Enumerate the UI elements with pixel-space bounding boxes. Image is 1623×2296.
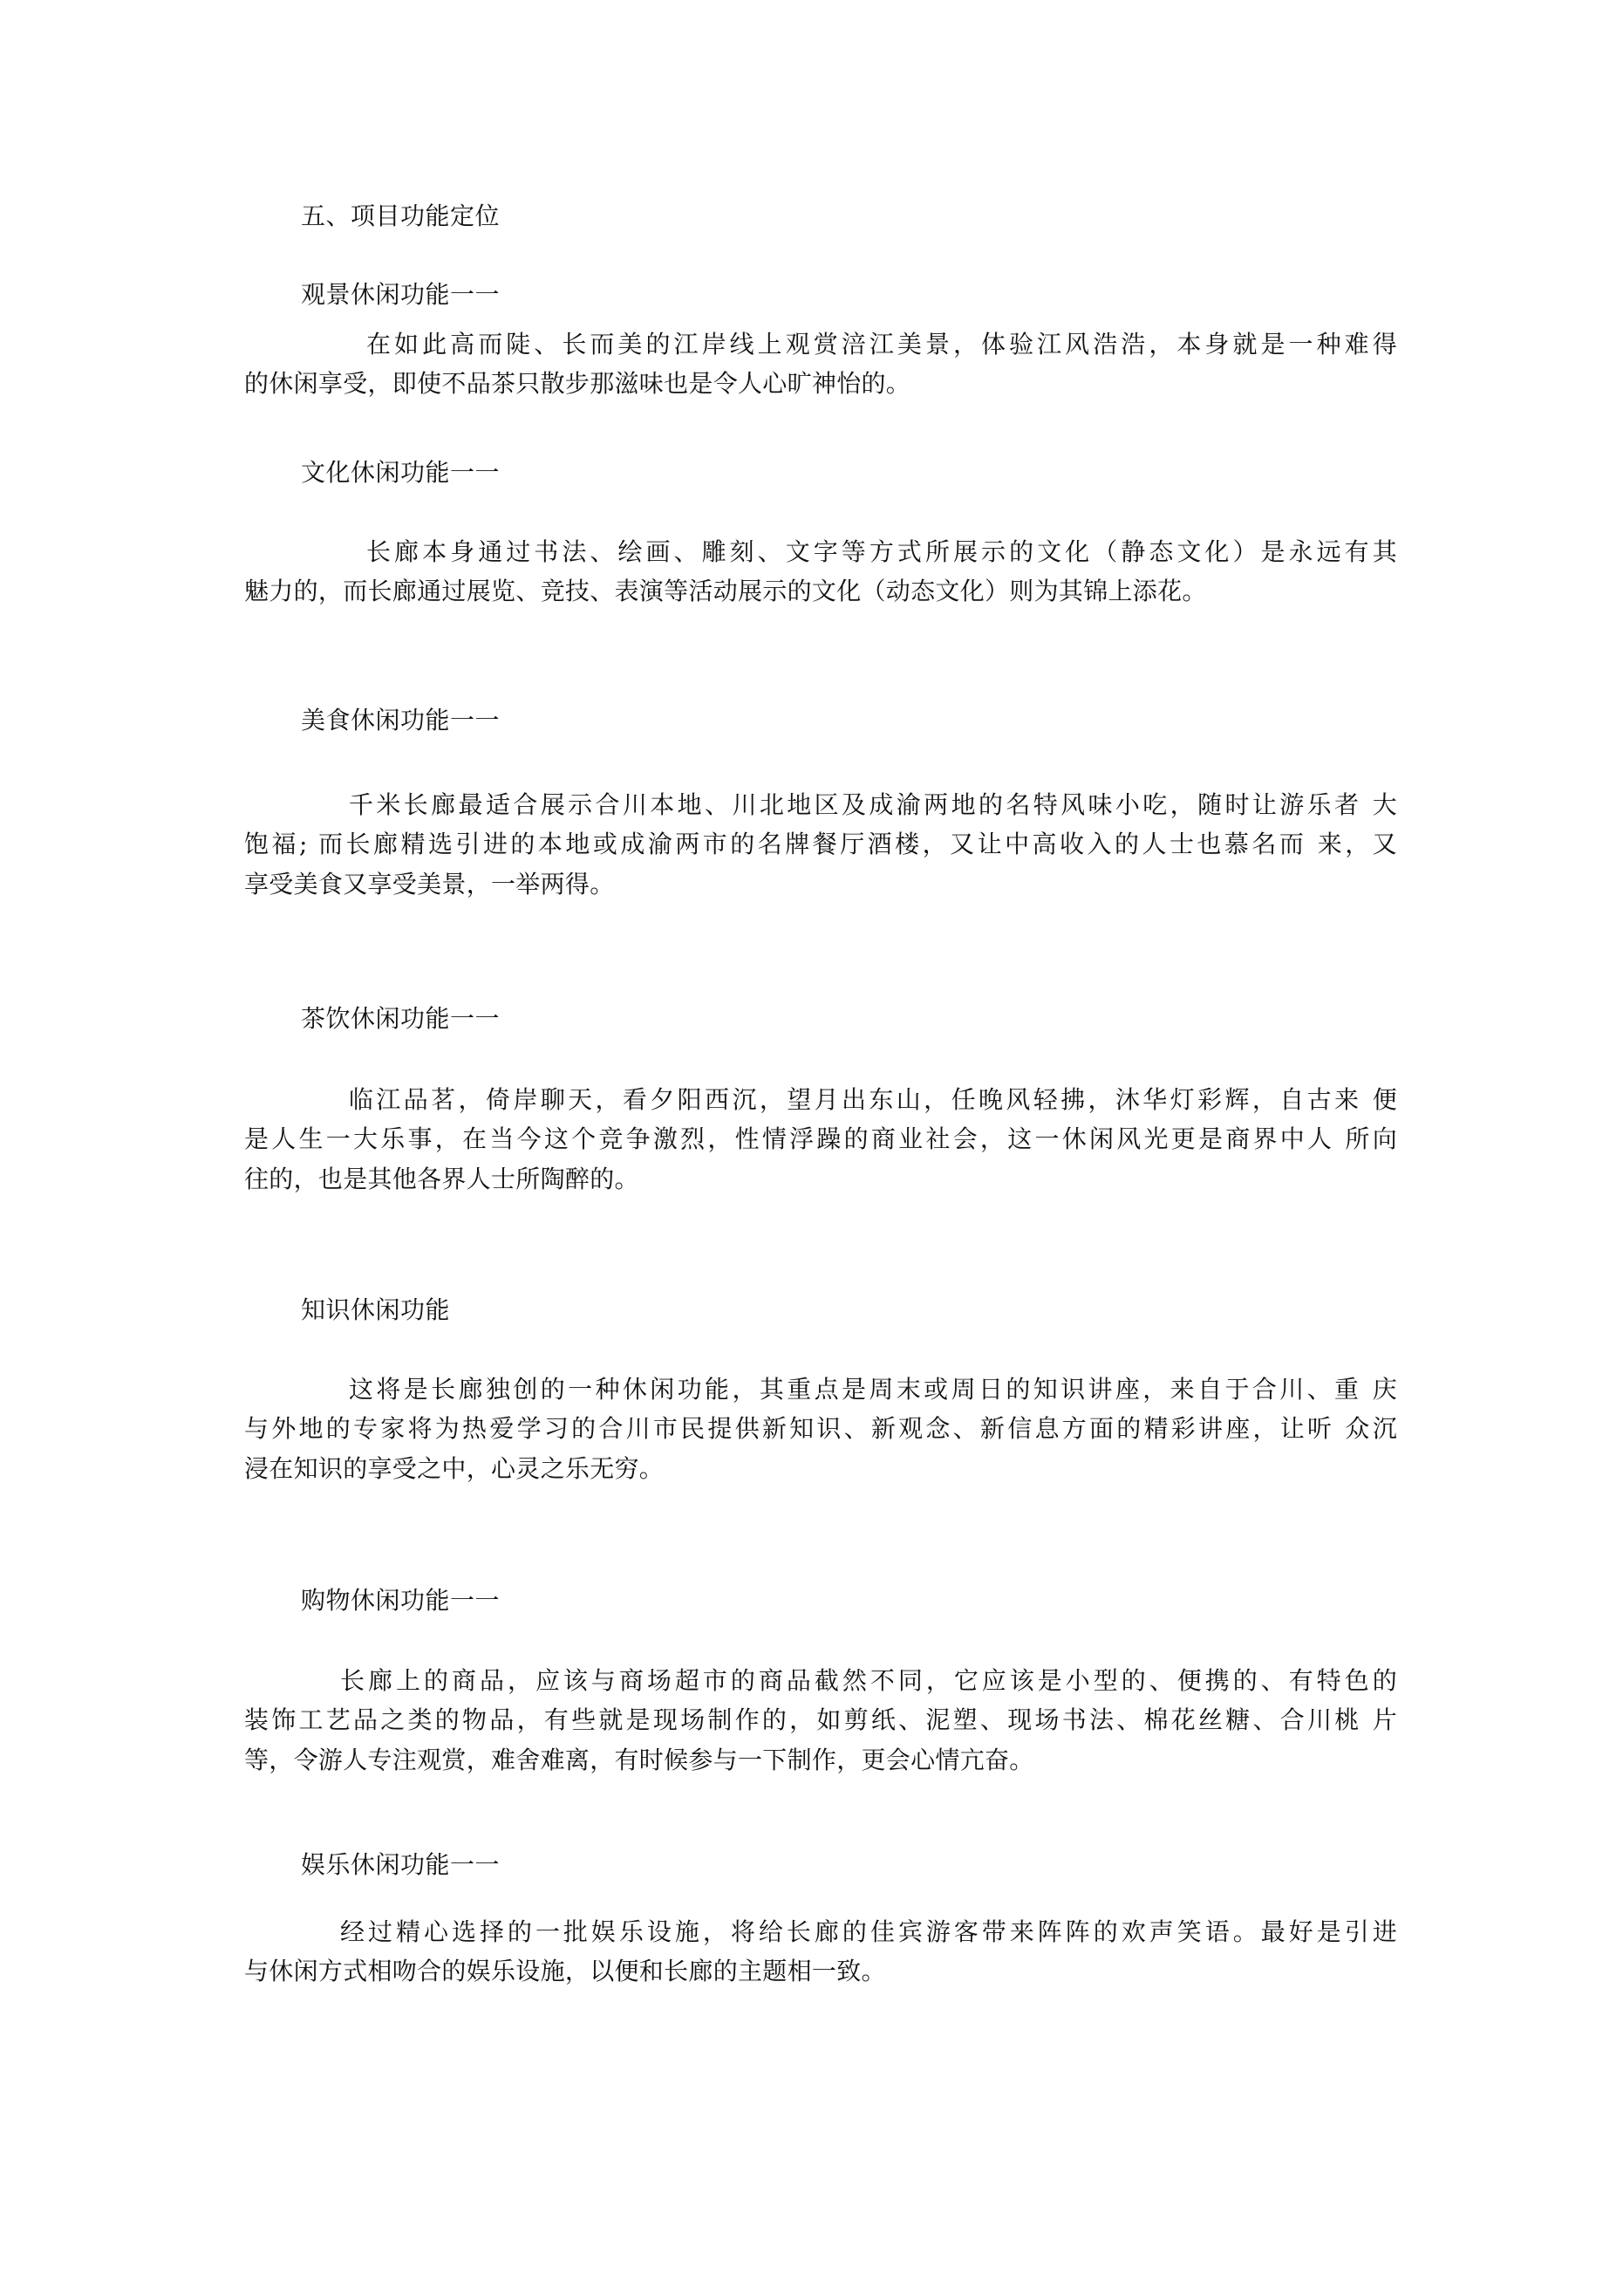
paragraph-sightseeing bbox=[244, 325, 1397, 404]
paragraph-line: 长廊本身通过书法、绘画、雕刻、文字等方式所展示的文化（静态文化）是永远有其 bbox=[366, 537, 1397, 566]
section-title: 五、项目功能定位 bbox=[301, 202, 501, 230]
paragraph-line: 饱福; 而长廊精选引进的本地或成渝两市的名牌餐厅酒楼，又让中高收入的人士也慕名而 来，又 bbox=[244, 830, 1397, 859]
paragraph-line: 与休闲方式相吻合的娱乐设施，以便和长廊的主题相一致。 bbox=[244, 1957, 886, 1986]
paragraph-line: 是人生一大乐事，在当今这个竞争激烈，性情浮躁的商业社会，这一休闲风光更是商界中人 所向 bbox=[244, 1124, 1397, 1154]
section-heading-entertainment: 娱乐休闲功能一一 bbox=[301, 1850, 501, 1879]
paragraph-line: 经过精心选择的一批娱乐设施，将给长廊的佳宾游客带来阵阵的欢声笑语。最好是引进 bbox=[340, 1917, 1397, 1946]
paragraph-line: 魅力的，而长廊通过展览、竞技、表演等活动展示的文化（动态文化）则为其锦上添花。 bbox=[244, 577, 1207, 606]
paragraph-line: 临江品茗，倚岸聊天，看夕阳西沉，望月出东山，任晚风轻拂，沐华灯彩辉，自古来 便 bbox=[349, 1085, 1397, 1114]
paragraph-line: 在如此高而陡、长而美的江岸线上观赏涪江美景，体验江风浩浩，本身就是一种难得 bbox=[366, 330, 1397, 359]
paragraph-line: 的休闲享受，即使不品茶只散步那滋味也是令人心旷神怡的。 bbox=[244, 369, 911, 399]
section-heading-tea: 茶饮休闲功能一一 bbox=[301, 1004, 501, 1033]
paragraph-line: 装饰工艺品之类的物品，有些就是现场制作的，如剪纸、泥塑、现场书法、棉花丝糖、合川桃 片 bbox=[244, 1705, 1397, 1735]
section-heading-culture: 文化休闲功能一一 bbox=[301, 458, 501, 487]
paragraph-tea bbox=[244, 1080, 1397, 1199]
paragraph-line: 千米长廊最适合展示合川本地、川北地区及成渝两地的名特风味小吃，随时让游乐者 大 bbox=[349, 790, 1397, 819]
section-heading-shopping: 购物休闲功能一一 bbox=[301, 1586, 501, 1615]
section-heading-knowledge: 知识休闲功能 bbox=[301, 1295, 451, 1324]
paragraph-culture bbox=[244, 532, 1397, 612]
paragraph-line: 享受美食又享受美景，一举两得。 bbox=[244, 869, 615, 899]
section-heading-sightseeing: 观景休闲功能一一 bbox=[301, 280, 501, 309]
paragraph-line: 浸在知识的享受之中，心灵之乐无穷。 bbox=[244, 1453, 665, 1483]
section-heading-food: 美食休闲功能一一 bbox=[301, 706, 501, 735]
paragraph-line: 与外地的专家将为热爱学习的合川市民提供新知识、新观念、新信息方面的精彩讲座，让听 众沉 bbox=[244, 1414, 1397, 1444]
paragraph-line: 往的，也是其他各界人士所陶醉的。 bbox=[244, 1164, 639, 1193]
paragraph-line: 等，令游人专注观赏，难舍难离，有时候参与一下制作，更会心情亢奋。 bbox=[244, 1745, 1034, 1774]
paragraph-knowledge bbox=[244, 1370, 1397, 1488]
paragraph-entertainment bbox=[244, 1912, 1397, 1992]
paragraph-shopping bbox=[244, 1661, 1397, 1780]
paragraph-food bbox=[244, 785, 1397, 904]
paragraph-line: 这将是长廊独创的一种休闲功能，其重点是周末或周日的知识讲座，来自于合川、重 庆 bbox=[349, 1375, 1397, 1404]
paragraph-line: 长廊上的商品，应该与商场超市的商品截然不同，它应该是小型的、便携的、有特色的 bbox=[340, 1666, 1397, 1695]
